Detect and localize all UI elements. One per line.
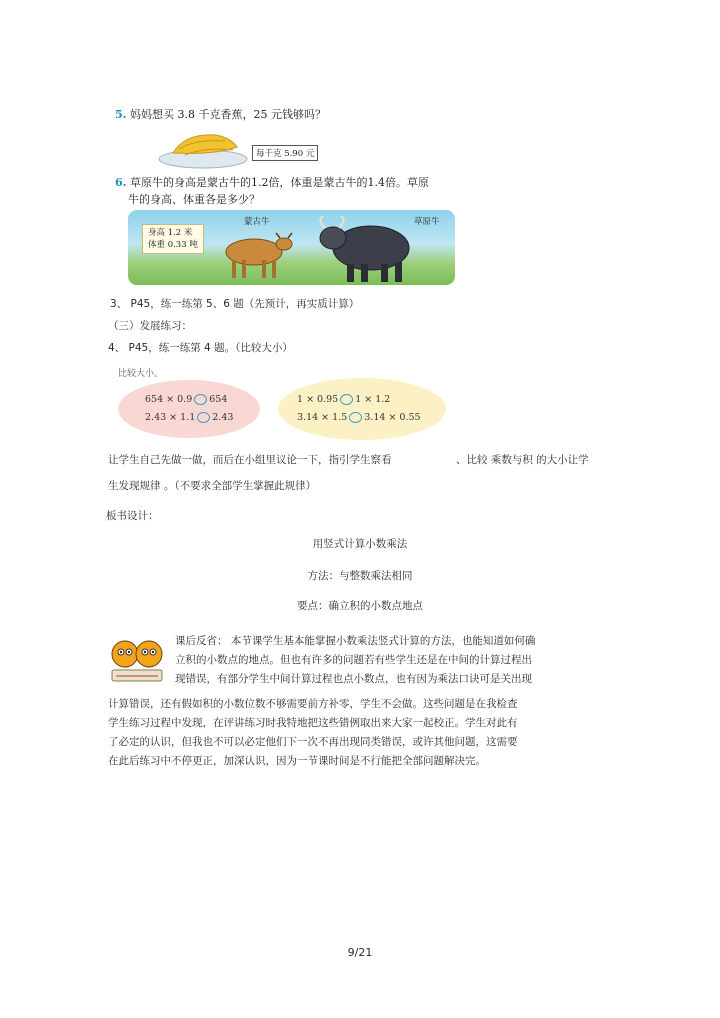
q5-text: 妈妈想买 3.8 千克香蕉，25 元钱够吗？ — [129, 108, 326, 121]
compare-left-2-a: 2.43 × 1.1 — [145, 412, 196, 423]
compare-blank-circle[interactable] — [349, 412, 362, 423]
q6-number: 6. — [115, 176, 127, 189]
compare-left-blob — [118, 380, 260, 438]
cattle-info-box — [142, 224, 204, 254]
compare-right-blob — [278, 378, 446, 440]
reflection-line-7: 在此后练习中不停更正，加深认识，因为一节课时间是不行能把全部问题解决完。 — [108, 755, 486, 767]
section-development: （三）发展练习： — [108, 320, 192, 332]
compare-right-2-a: 3.14 × 1.5 — [297, 412, 348, 423]
item-3: 3、 P45，练一练第 5、6 题（先预计，再实质计算） — [110, 298, 360, 310]
mascot-image — [108, 636, 166, 684]
board-design-label: 板书设计： — [106, 510, 159, 522]
reflection-line-6: 了必定的认识，但我也不可以必定他们下一次不再出现同类错误，或许其他问题，这需要 — [108, 736, 518, 748]
grassland-yak-illustration — [313, 216, 413, 284]
cattle-scene-image — [128, 210, 455, 285]
q5-number: 5. — [115, 108, 127, 121]
guide-line-2: 生发现规律 。（不要求全部学生掌握此规律） — [108, 480, 317, 492]
price-tag: 每千克 5.90 元 — [252, 145, 318, 161]
compare-left-row-2 — [145, 412, 233, 423]
q6-text-line1: 草原牛的身高是蒙古牛的1.2倍，体重是蒙古牛的1.4倍。草原 — [129, 176, 429, 189]
compare-blank-circle[interactable] — [194, 394, 207, 405]
compare-right-1-a: 1 × 0.95 — [297, 394, 339, 405]
item-4: 4、 P45，练一练第 4 题。（比较大小） — [108, 342, 293, 354]
guide-line-1a: 让学生自己先做一做，而后在小组里议论一下，指引学生察看 — [108, 454, 392, 466]
reflection-line-5: 学生练习过程中发现，在评讲练习时我特地把这些错例取出来大家一起校正。学生对此有 — [108, 717, 518, 729]
page-number: 9/21 — [347, 946, 373, 959]
board-method: 方法：与整数乘法相同 — [307, 570, 413, 582]
compare-left-1-a: 654 × 0.9 — [145, 394, 193, 405]
info-weight: 体重 0.33 吨 — [148, 240, 198, 250]
label-mongolian-cattle: 蒙古牛 — [244, 217, 270, 227]
compare-right-row-2 — [297, 412, 421, 423]
info-height: 身高 1.2 米 — [148, 228, 193, 238]
reflection-line-2: 立积的小数点的地点。但也有许多的问题若有些学生还是在中间的计算过程出 — [175, 654, 532, 666]
q6-line1 — [115, 176, 429, 190]
q5-line — [115, 108, 326, 122]
guide-line-1b: 、比较 乘数与积 的大小让学 — [456, 454, 589, 466]
q6-text-line2: 牛的身高、体重各是多少？ — [128, 193, 260, 206]
board-title: 用竖式计算小数乘法 — [312, 538, 408, 550]
compare-left-2-b: 2.43 — [212, 412, 234, 423]
compare-left-row-1 — [145, 394, 227, 405]
banana-plate-image — [155, 125, 250, 170]
compare-right-1-b: 1 × 1.2 — [355, 394, 391, 405]
label-grassland-cattle: 草原牛 — [414, 217, 440, 227]
compare-blank-circle[interactable] — [340, 394, 353, 405]
board-key-point: 要点：确立积的小数点地点 — [297, 600, 423, 612]
reflection-line-4: 计算错误，还有假如积的小数位数不够需要前方补零，学生不会做。这些问题是在我检查 — [108, 698, 518, 710]
mongolian-cow-illustration — [216, 228, 296, 280]
compare-left-1-b: 654 — [209, 394, 228, 405]
compare-right-2-b: 3.14 × 0.55 — [364, 412, 421, 423]
compare-right-row-1 — [297, 394, 390, 405]
reflection-line-1: 课后反省： 本节课学生基本能掌握小数乘法竖式计算的方法，也能知道如何确 — [175, 635, 536, 647]
compare-blank-circle[interactable] — [197, 412, 210, 423]
compare-title: 比较大小。 — [118, 369, 164, 379]
reflection-line-3: 现错误，有部分学生中间计算过程也点小数点，也有因为乘法口诀可是关出现 — [175, 673, 532, 685]
